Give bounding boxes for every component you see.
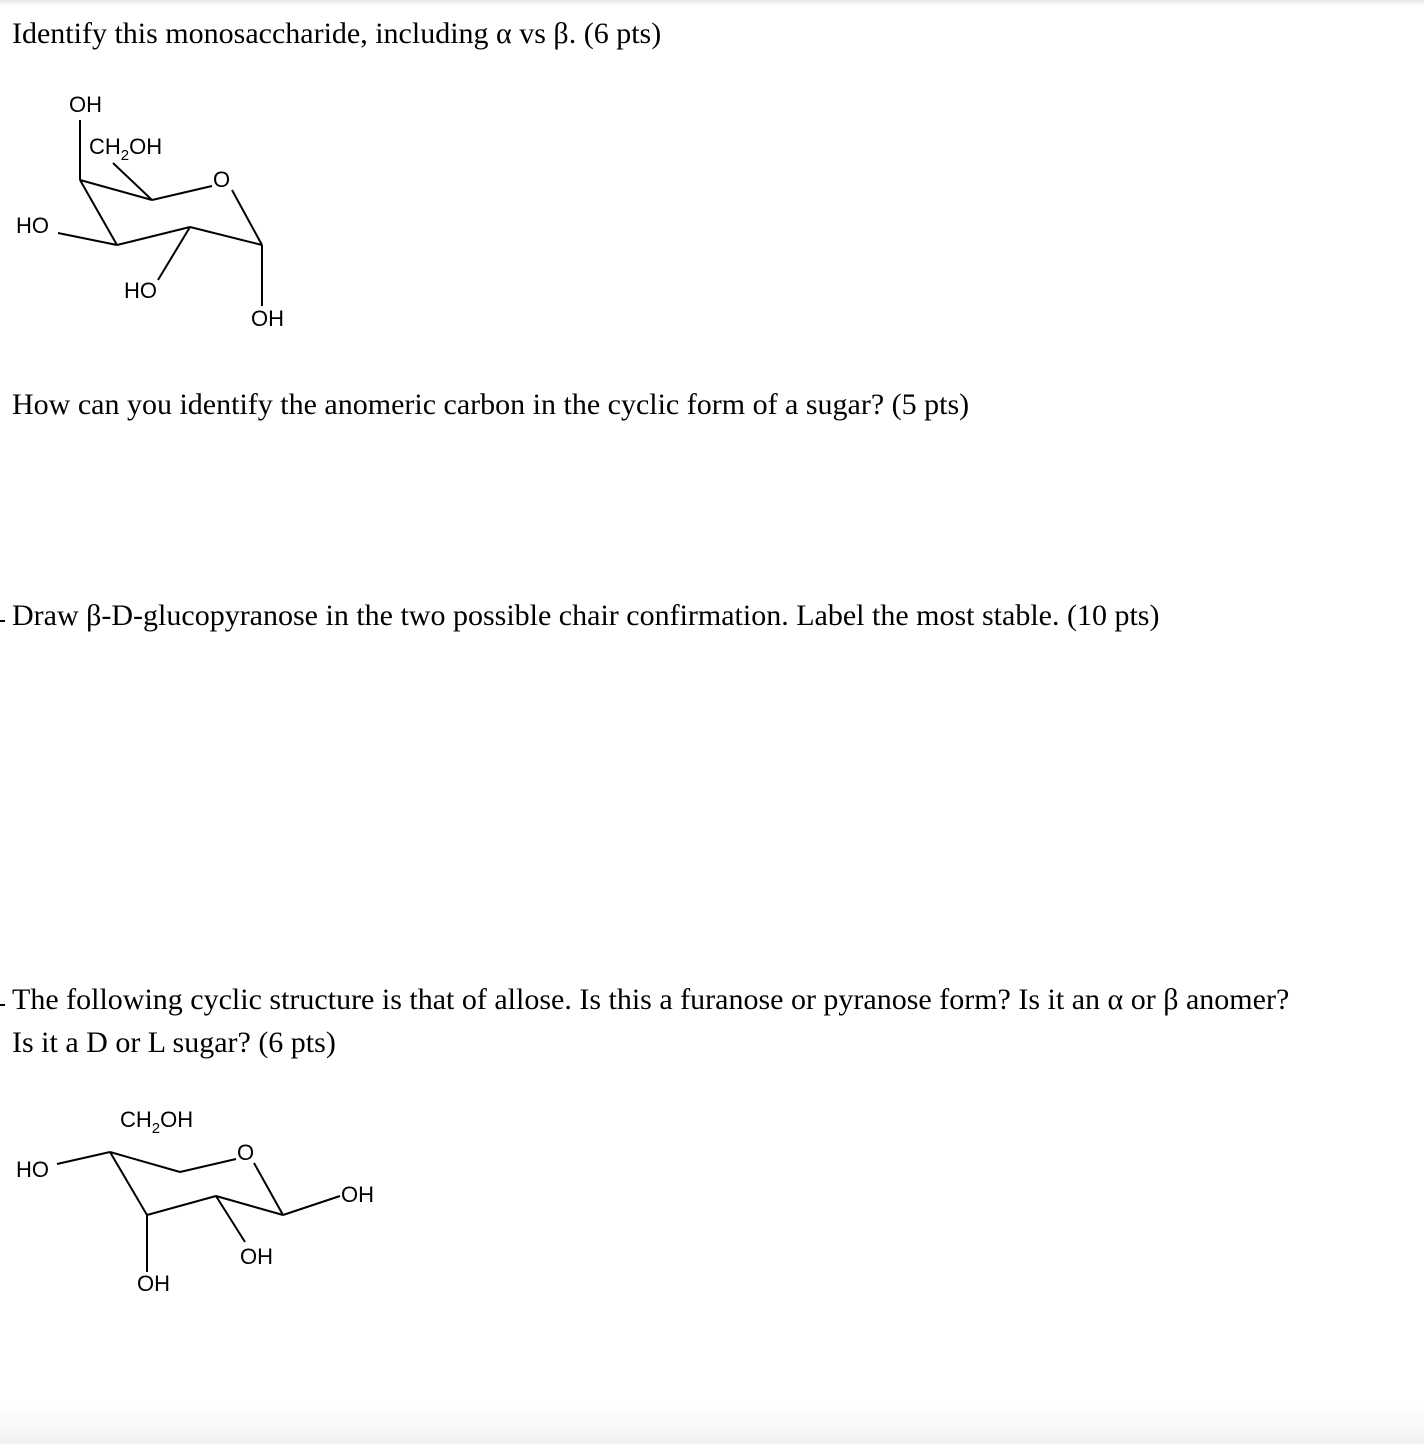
ring-oxygen-label: O	[237, 1140, 255, 1165]
ch2oh-label: $CH_2OH$	[120, 1107, 194, 1137]
ring-bond	[147, 1196, 216, 1215]
question-3-text: Draw β-D-glucopyranose in the two possible chair confirmation. Label the most stable. (10 pts)	[12, 599, 1160, 632]
ring-bond	[190, 227, 262, 245]
ch2oh-label: $CH_2OH$	[89, 134, 163, 164]
monosaccharide-structure-1	[0, 80, 320, 340]
bottom-oh-label: OH	[251, 306, 284, 331]
substituent-bond	[158, 227, 190, 280]
question-4-line-2: Is it a D or L sugar? (6 pts)	[12, 1026, 336, 1059]
question-2-text: How can you identify the anomeric carbon in the cyclic form of a sugar? (5 pts)	[12, 388, 970, 421]
bottom-oh-label: OH	[137, 1271, 170, 1296]
ring-bond	[152, 186, 212, 200]
substituent-bond	[283, 1196, 340, 1215]
ring-bond	[180, 1159, 236, 1172]
middle-oh-label: OH	[240, 1244, 273, 1269]
list-marker	[0, 620, 5, 622]
right-oh-label: OH	[341, 1182, 374, 1207]
top-oh-label: OH	[69, 92, 102, 117]
question-4-line-1: The following cyclic structure is that of allose. Is this a furanose or pyranose form? Is it an α or β anomer?	[12, 983, 1290, 1016]
ring-bond	[117, 227, 190, 245]
left-ho-label: HO	[16, 1157, 49, 1182]
question-4-text	[12, 978, 1289, 1064]
ring-oxygen-label: O	[213, 167, 231, 192]
top-edge-shadow	[0, 0, 1424, 6]
substituent-bond	[58, 233, 117, 245]
bottom-edge-shadow	[0, 1404, 1424, 1444]
left-ho-label: HO	[16, 213, 49, 238]
list-marker	[0, 1004, 5, 1006]
substituent-bond	[57, 1152, 110, 1164]
allose-structure	[0, 1096, 400, 1306]
bottom-ho-label: HO	[124, 278, 157, 303]
ring-bond	[232, 190, 262, 245]
question-1-text: Identify this monosaccharide, including α vs β. (6 pts)	[12, 17, 662, 50]
